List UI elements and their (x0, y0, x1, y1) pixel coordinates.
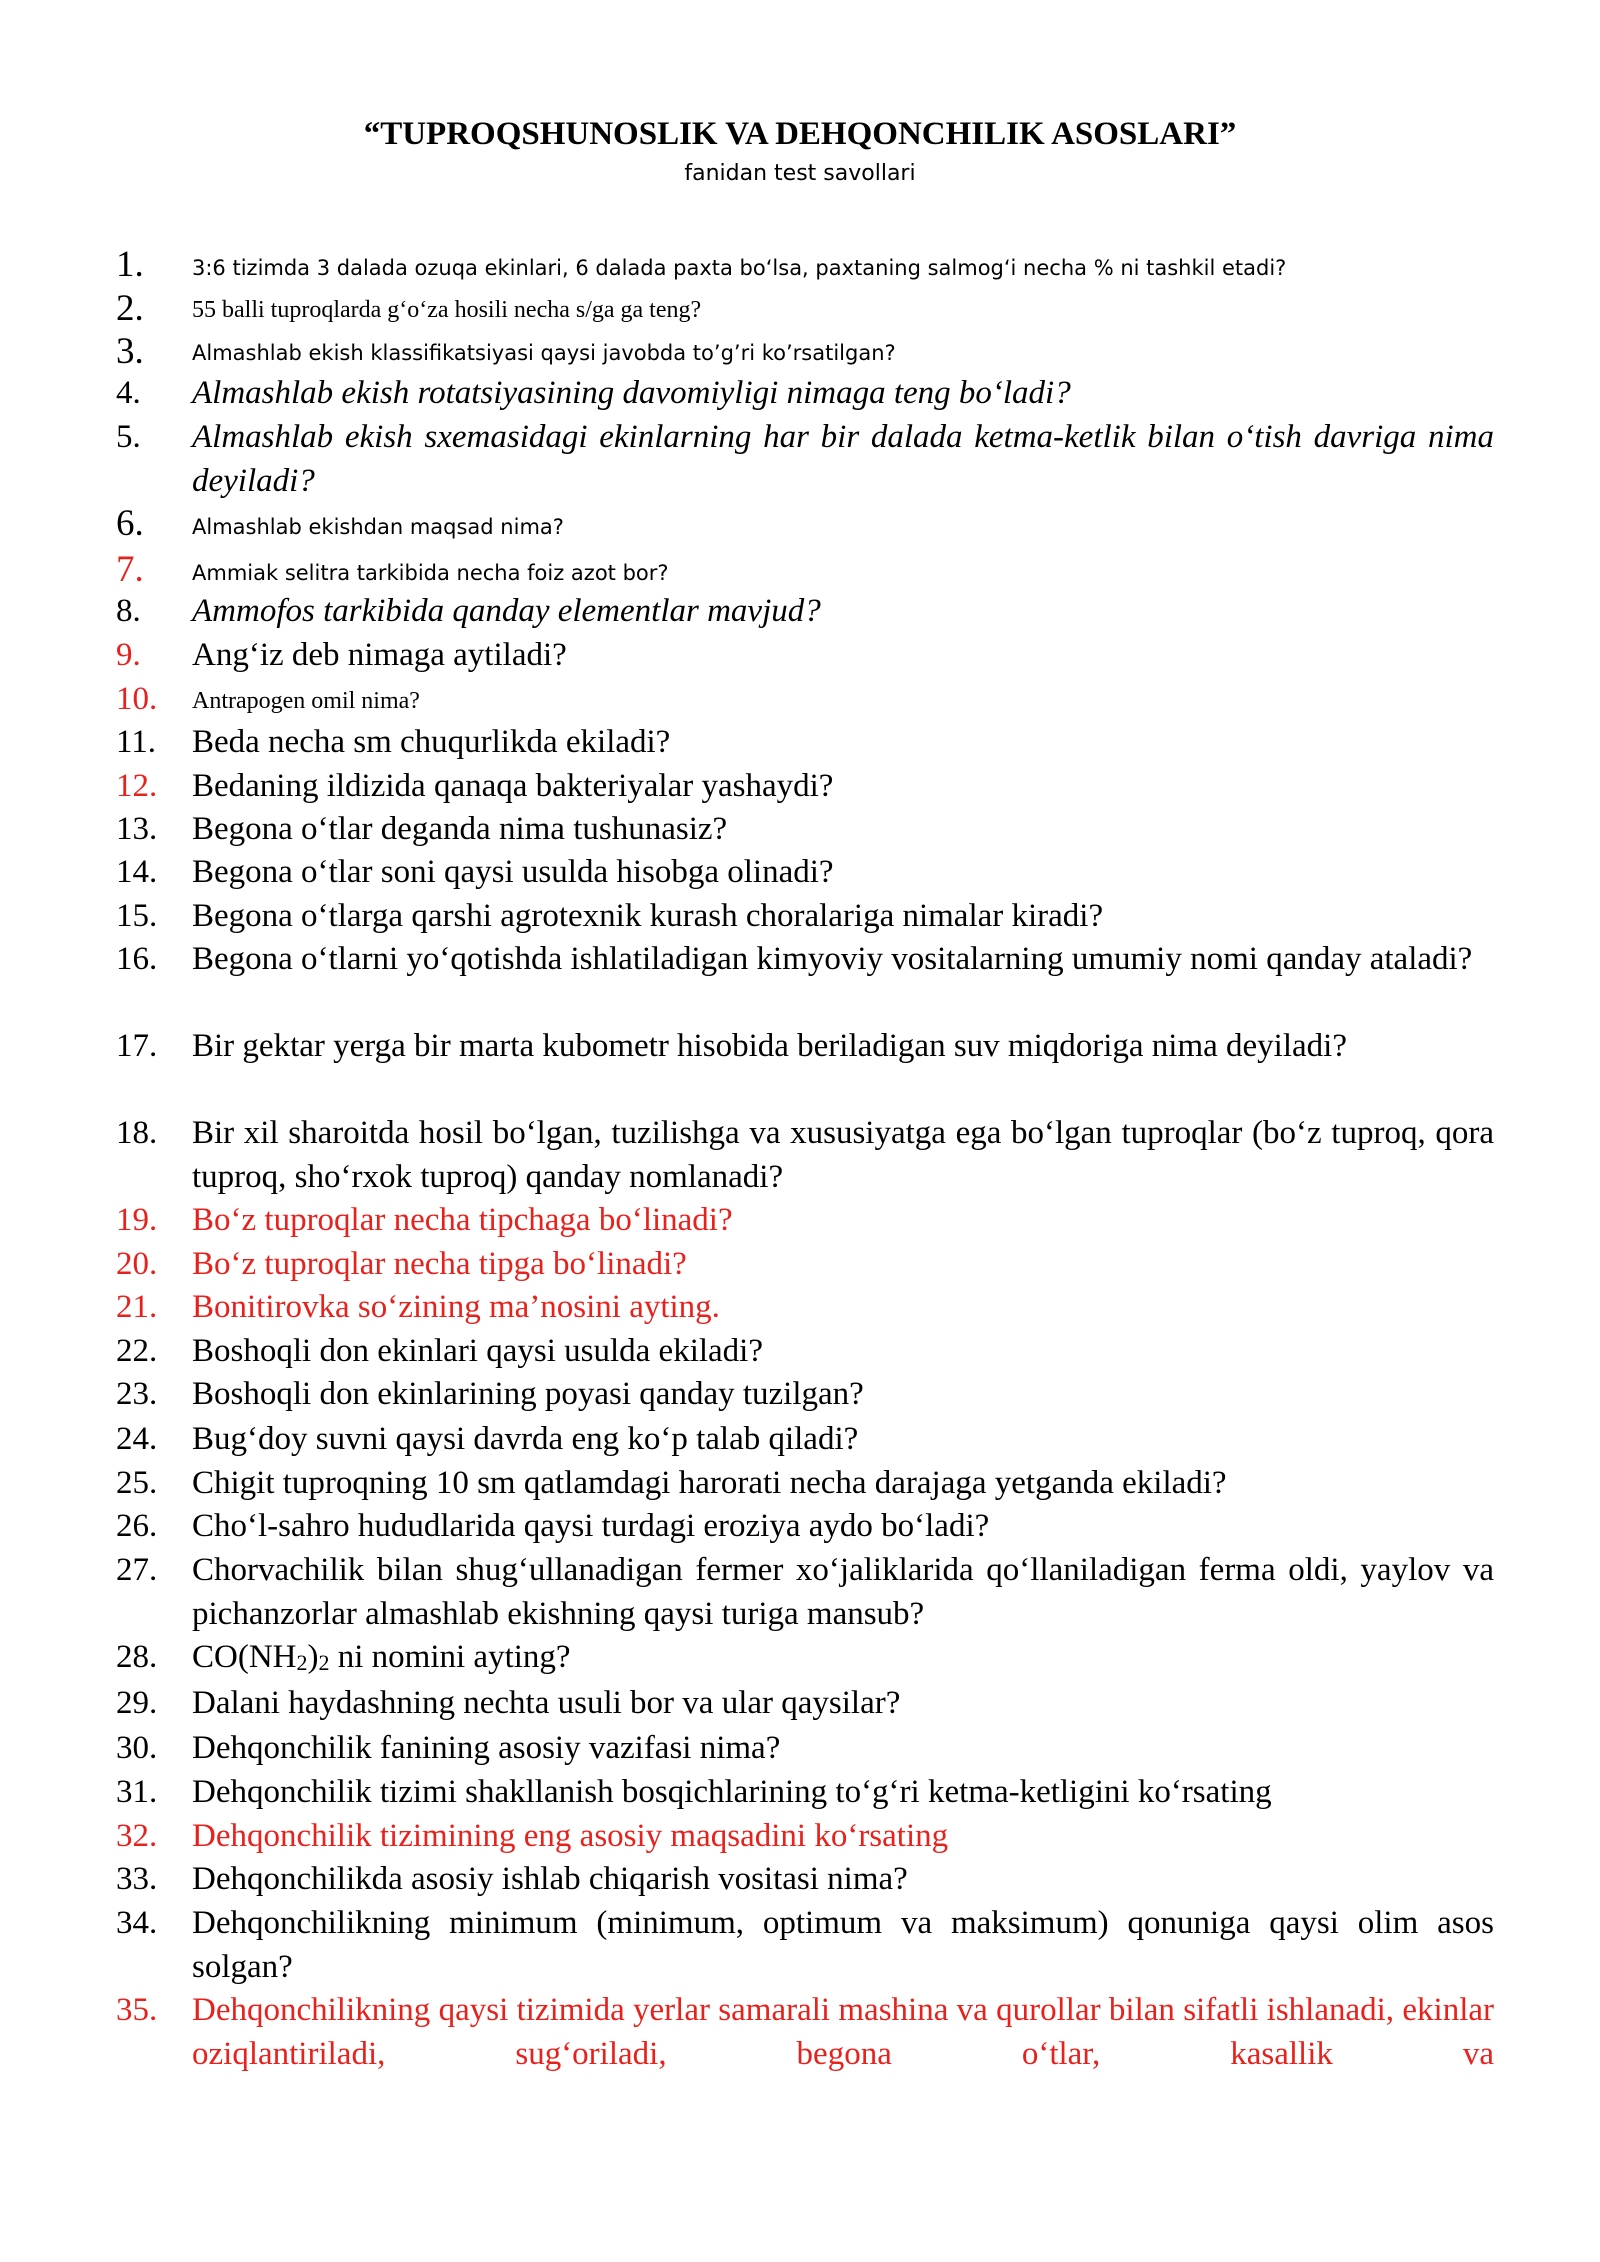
question-text: Antrapogen omil nima? (192, 688, 420, 714)
question-number: 2. (116, 288, 144, 329)
question-number: 18. (116, 1115, 158, 1151)
question-text: Boshoqli don ekinlarining poyasi qanday tuzilgan? (192, 1376, 864, 1412)
question-text: Bonitirovka so‘zining ma’nosini ayting. (192, 1289, 720, 1325)
question-number: 33. (116, 1861, 158, 1897)
question-number: 6. (116, 503, 144, 544)
question-number: 30. (116, 1730, 158, 1766)
question-text: 3:6 tizimda 3 dalada ozuqa ekinlari, 6 dalada paxta bo‘lsa, paxtaning salmog‘i necha % ni tashkil etadi? (192, 256, 1287, 280)
question-number: 20. (116, 1246, 158, 1282)
question-text: Dehqonchilikda asosiy ishlab chiqarish vositasi nima? (192, 1861, 908, 1897)
question-text: 55 balli tuproqlarda g‘o‘za hosili necha s/ga ga teng? (192, 297, 702, 323)
question-number: 24. (116, 1421, 158, 1457)
question-number: 11. (116, 724, 157, 760)
question-text: Cho‘l-sahro hududlarida qaysi turdagi eroziya aydo bo‘ladi? (192, 1508, 990, 1544)
question-number: 8. (116, 593, 141, 629)
question-text: Begona o‘tlarni yo‘qotishda ishlatiladigan kimyoviy vositalarning umumiy nomi qanday ataladi? (192, 941, 1473, 977)
question-text: Begona o‘tlar soni qaysi usulda hisobga olinadi? (192, 854, 834, 890)
question-number: 14. (116, 854, 158, 890)
question-text: Boshoqli don ekinlari qaysi usulda ekiladi? (192, 1333, 763, 1369)
formula-part: ) (307, 1639, 319, 1675)
question-number: 29. (116, 1685, 158, 1721)
question-text: Bedaning ildizida qanaqa bakteriyalar yashaydi? (192, 768, 834, 804)
question-text: Beda necha sm chuqurlikda ekiladi? (192, 724, 671, 760)
question-text (192, 1636, 1494, 1680)
question-number: 25. (116, 1465, 158, 1501)
question-text: Ammofos tarkibida qanday elementlar mavjud? (192, 593, 821, 629)
document-title: “TUPROQSHUNOSLIK VA DEHQONCHILIK ASOSLARI” (363, 116, 1237, 152)
question-number: 4. (116, 375, 141, 411)
question-text: Dehqonchilik tizimi shakllanish bosqichlarining to‘g‘ri ketma-ketligini ko‘rsating (192, 1774, 1272, 1810)
question-text: Almashlab ekish sxemasidagi ekinlarning har bir dalada ketma-ketlik bilan o‘tish davriga nima deyiladi? (192, 419, 1494, 499)
question-text: Ang‘iz deb nimaga aytiladi? (192, 637, 567, 673)
question-number: 35. (116, 1992, 158, 2028)
question-text: Bir gektar yerga bir marta kubometr hisobida beriladigan suv miqdoriga nima deyiladi? (192, 1028, 1347, 1064)
formula-subscript: 2 (296, 1650, 308, 1675)
question-number: 15. (116, 898, 158, 934)
question-number: 17. (116, 1028, 158, 1064)
question-text: Almashlab ekish klassifikatsiyasi qaysi javobda to’g’ri ko’rsatilgan? (192, 341, 896, 365)
question-number: 10. (116, 681, 158, 717)
question-text: Dehqonchilikning minimum (minimum, optimum va maksimum) qonuniga qaysi olim asos solgan? (192, 1905, 1494, 1985)
question-text: Chigit tuproqning 10 sm qatlamdagi harorati necha darajaga yetganda ekiladi? (192, 1465, 1227, 1501)
question-number: 26. (116, 1508, 158, 1544)
question-text: Dehqonchilik fanining asosiy vazifasi nima? (192, 1730, 781, 1766)
question-number: 22. (116, 1333, 158, 1369)
question-text: Bo‘z tuproqlar necha tipchaga bo‘linadi? (192, 1202, 733, 1238)
question-number: 3. (116, 331, 144, 372)
question-text: Begona o‘tlar deganda nima tushunasiz? (192, 811, 728, 847)
question-text: Almashlab ekishdan maqsad nima? (192, 515, 564, 539)
question-number: 32. (116, 1818, 158, 1854)
question-number: 28. (116, 1639, 158, 1675)
document-subtitle: fanidan test savollari (684, 161, 916, 186)
question-number: 23. (116, 1376, 158, 1412)
question-number: 27. (116, 1552, 158, 1588)
question-number: 16. (116, 941, 158, 977)
formula-subscript: 2 (318, 1650, 330, 1675)
question-text: Dehqonchilikning qaysi tizimida yerlar samarali mashina va qurollar bilan sifatli ishlanadi, ekinlar oziqlantiriladi, sug‘oriladi, begona o‘tlar, kasallik va (192, 1992, 1494, 2072)
question-number: 5. (116, 419, 141, 455)
question-text: Chorvachilik bilan shug‘ullanadigan fermer xo‘jaliklarida qo‘llaniladigan ferma oldi, yaylov va pichanzorlar almashlab ekishning qaysi turiga mansub? (192, 1552, 1494, 1632)
question-text: Dalani haydashning nechta usuli bor va ular qaysilar? (192, 1685, 901, 1721)
question-text: Dehqonchilik tizimining eng asosiy maqsadini ko‘rsating (192, 1818, 949, 1854)
question-number: 21. (116, 1289, 158, 1325)
question-text: Almashlab ekish rotatsiyasining davomiyligi nimaga teng bo‘ladi? (192, 375, 1071, 411)
question-number: 12. (116, 768, 158, 804)
question-number: 13. (116, 811, 158, 847)
question-number: 31. (116, 1774, 158, 1810)
question-number: 7. (116, 549, 144, 590)
question-number: 1. (116, 244, 144, 285)
question-text: Bo‘z tuproqlar necha tipga bo‘linadi? (192, 1246, 687, 1282)
formula-part: CO(NH (192, 1639, 297, 1675)
question-number: 19. (116, 1202, 158, 1238)
question-number: 34. (116, 1905, 158, 1941)
question-text: Bug‘doy suvni qaysi davrda eng ko‘p talab qiladi? (192, 1421, 859, 1457)
question-number: 9. (116, 637, 141, 673)
question-text: Ammiak selitra tarkibida necha foiz azot bor? (192, 561, 669, 585)
question-text-rest: ni nomini ayting? (329, 1639, 571, 1675)
question-text: Begona o‘tlarga qarshi agrotexnik kurash choralariga nimalar kiradi? (192, 898, 1104, 934)
question-text: Bir xil sharoitda hosil bo‘lgan, tuzilishga va xususiyatga ega bo‘lgan tuproqlar (bo‘z tuproq, qora tuproq, sho‘rxok tuproq) qanday nomlanadi? (192, 1115, 1494, 1195)
